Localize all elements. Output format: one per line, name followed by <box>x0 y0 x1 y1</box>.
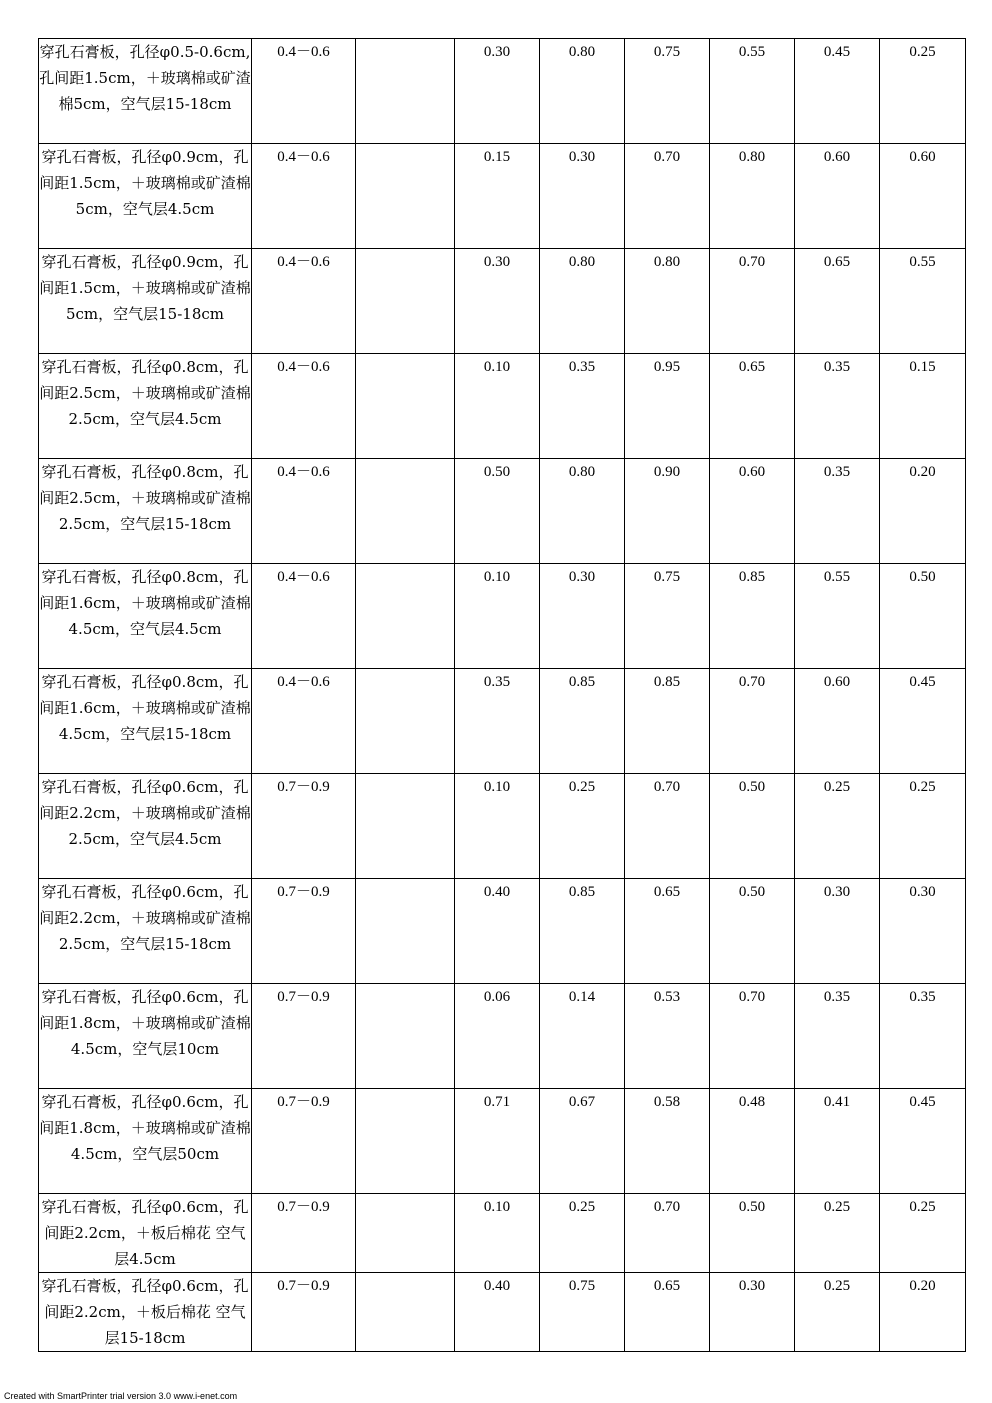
coefficient-cell: 0.58 <box>625 1089 710 1194</box>
coefficient-cell: 0.50 <box>455 459 540 564</box>
coefficient-cell: 0.30 <box>880 879 966 984</box>
coefficient-cell: 0.65 <box>795 249 880 354</box>
coefficient-cell: 0.80 <box>625 249 710 354</box>
thickness-range-cell: 0.4－0.6 <box>252 144 356 249</box>
coefficient-cell: 0.80 <box>540 459 625 564</box>
coefficient-cell: 0.55 <box>710 39 795 144</box>
material-description-cell: 穿孔石膏板，孔径φ0.5-0.6cm,孔间距1.5cm，＋玻璃棉或矿渣棉5cm，空气层15-18cm <box>39 39 252 144</box>
coefficient-cell: 0.60 <box>880 144 966 249</box>
coefficient-cell: 0.40 <box>455 879 540 984</box>
coefficient-cell: 0.25 <box>540 1194 625 1273</box>
table-row <box>39 144 966 249</box>
coefficient-cell: 0.15 <box>455 144 540 249</box>
coefficient-cell: 0.85 <box>710 564 795 669</box>
table-row <box>39 564 966 669</box>
coefficient-cell: 0.50 <box>710 1194 795 1273</box>
coefficient-cell: 0.55 <box>795 564 880 669</box>
coefficient-cell: 0.25 <box>880 1194 966 1273</box>
coefficient-cell: 0.53 <box>625 984 710 1089</box>
material-description-cell: 穿孔石膏板，孔径φ0.6cm，孔间距2.2cm，＋板后棉花 空气层4.5cm <box>39 1194 252 1273</box>
coefficient-cell: 0.30 <box>710 1273 795 1352</box>
coefficient-cell: 0.30 <box>455 39 540 144</box>
thickness-range-cell: 0.7－0.9 <box>252 1089 356 1194</box>
coefficient-cell: 0.60 <box>795 144 880 249</box>
coefficient-cell: 0.85 <box>540 669 625 774</box>
empty-cell <box>356 1194 455 1273</box>
thickness-range-cell: 0.4－0.6 <box>252 39 356 144</box>
coefficient-cell: 0.25 <box>795 774 880 879</box>
coefficient-cell: 0.75 <box>625 564 710 669</box>
coefficient-cell: 0.90 <box>625 459 710 564</box>
coefficient-cell: 0.14 <box>540 984 625 1089</box>
table-row <box>39 249 966 354</box>
coefficient-cell: 0.35 <box>540 354 625 459</box>
coefficient-cell: 0.60 <box>795 669 880 774</box>
coefficient-cell: 0.55 <box>880 249 966 354</box>
material-description-cell: 穿孔石膏板，孔径φ0.9cm，孔间距1.5cm，＋玻璃棉或矿渣棉5cm，空气层15-18cm <box>39 249 252 354</box>
coefficient-cell: 0.65 <box>625 879 710 984</box>
coefficient-cell: 0.41 <box>795 1089 880 1194</box>
table-row <box>39 879 966 984</box>
thickness-range-cell: 0.4－0.6 <box>252 459 356 564</box>
coefficient-cell: 0.85 <box>625 669 710 774</box>
coefficient-cell: 0.35 <box>455 669 540 774</box>
coefficient-cell: 0.65 <box>710 354 795 459</box>
coefficient-cell: 0.50 <box>710 879 795 984</box>
material-description-cell: 穿孔石膏板，孔径φ0.8cm，孔间距1.6cm，＋玻璃棉或矿渣棉4.5cm，空气层4.5cm <box>39 564 252 669</box>
coefficient-cell: 0.71 <box>455 1089 540 1194</box>
coefficient-cell: 0.80 <box>540 39 625 144</box>
coefficient-cell: 0.30 <box>795 879 880 984</box>
empty-cell <box>356 39 455 144</box>
thickness-range-cell: 0.4－0.6 <box>252 669 356 774</box>
absorption-table <box>38 38 966 1352</box>
thickness-range-cell: 0.4－0.6 <box>252 249 356 354</box>
material-description-cell: 穿孔石膏板，孔径φ0.8cm，孔间距1.6cm，＋玻璃棉或矿渣棉4.5cm，空气层15-18cm <box>39 669 252 774</box>
table-row <box>39 774 966 879</box>
empty-cell <box>356 144 455 249</box>
coefficient-cell: 0.25 <box>795 1273 880 1352</box>
thickness-range-cell: 0.4－0.6 <box>252 564 356 669</box>
coefficient-cell: 0.75 <box>540 1273 625 1352</box>
coefficient-cell: 0.70 <box>710 249 795 354</box>
coefficient-cell: 0.67 <box>540 1089 625 1194</box>
material-description-cell: 穿孔石膏板，孔径φ0.9cm，孔间距1.5cm，＋玻璃棉或矿渣棉5cm，空气层4.5cm <box>39 144 252 249</box>
empty-cell <box>356 669 455 774</box>
coefficient-cell: 0.10 <box>455 774 540 879</box>
coefficient-cell: 0.10 <box>455 1194 540 1273</box>
coefficient-cell: 0.70 <box>710 984 795 1089</box>
coefficient-cell: 0.60 <box>710 459 795 564</box>
coefficient-cell: 0.15 <box>880 354 966 459</box>
material-description-cell: 穿孔石膏板，孔径φ0.8cm，孔间距2.5cm，＋玻璃棉或矿渣棉2.5cm，空气层15-18cm <box>39 459 252 564</box>
coefficient-cell: 0.30 <box>540 144 625 249</box>
coefficient-cell: 0.25 <box>880 39 966 144</box>
material-description-cell: 穿孔石膏板，孔径φ0.6cm，孔间距1.8cm，＋玻璃棉或矿渣棉4.5cm，空气层50cm <box>39 1089 252 1194</box>
coefficient-cell: 0.35 <box>880 984 966 1089</box>
empty-cell <box>356 249 455 354</box>
coefficient-cell: 0.70 <box>625 774 710 879</box>
table-row <box>39 39 966 144</box>
empty-cell <box>356 774 455 879</box>
coefficient-cell: 0.75 <box>625 39 710 144</box>
table-row <box>39 669 966 774</box>
table-row <box>39 1089 966 1194</box>
coefficient-cell: 0.45 <box>880 669 966 774</box>
coefficient-cell: 0.50 <box>880 564 966 669</box>
coefficient-cell: 0.40 <box>455 1273 540 1352</box>
footer-watermark: Created with SmartPrinter trial version 3.0 www.i-enet.com <box>4 1391 238 1401</box>
table-row <box>39 984 966 1089</box>
table-row <box>39 354 966 459</box>
coefficient-cell: 0.25 <box>540 774 625 879</box>
coefficient-cell: 0.25 <box>880 774 966 879</box>
coefficient-cell: 0.65 <box>625 1273 710 1352</box>
empty-cell <box>356 1089 455 1194</box>
coefficient-cell: 0.06 <box>455 984 540 1089</box>
table-row <box>39 1273 966 1352</box>
coefficient-cell: 0.70 <box>625 1194 710 1273</box>
coefficient-cell: 0.35 <box>795 984 880 1089</box>
thickness-range-cell: 0.7－0.9 <box>252 879 356 984</box>
coefficient-cell: 0.45 <box>880 1089 966 1194</box>
coefficient-cell: 0.10 <box>455 564 540 669</box>
coefficient-cell: 0.20 <box>880 1273 966 1352</box>
empty-cell <box>356 1273 455 1352</box>
material-description-cell: 穿孔石膏板，孔径φ0.8cm，孔间距2.5cm，＋玻璃棉或矿渣棉2.5cm，空气层4.5cm <box>39 354 252 459</box>
thickness-range-cell: 0.4－0.6 <box>252 354 356 459</box>
coefficient-cell: 0.45 <box>795 39 880 144</box>
material-description-cell: 穿孔石膏板，孔径φ0.6cm，孔间距2.2cm，＋玻璃棉或矿渣棉2.5cm，空气层4.5cm <box>39 774 252 879</box>
empty-cell <box>356 879 455 984</box>
coefficient-cell: 0.80 <box>710 144 795 249</box>
coefficient-cell: 0.25 <box>795 1194 880 1273</box>
empty-cell <box>356 459 455 564</box>
material-description-cell: 穿孔石膏板，孔径φ0.6cm，孔间距2.2cm，＋板后棉花 空气层15-18cm <box>39 1273 252 1352</box>
coefficient-cell: 0.30 <box>455 249 540 354</box>
coefficient-cell: 0.30 <box>540 564 625 669</box>
empty-cell <box>356 354 455 459</box>
coefficient-cell: 0.95 <box>625 354 710 459</box>
coefficient-cell: 0.80 <box>540 249 625 354</box>
empty-cell <box>356 564 455 669</box>
material-description-cell: 穿孔石膏板，孔径φ0.6cm，孔间距1.8cm，＋玻璃棉或矿渣棉4.5cm，空气层10cm <box>39 984 252 1089</box>
coefficient-cell: 0.35 <box>795 459 880 564</box>
coefficient-cell: 0.70 <box>710 669 795 774</box>
empty-cell <box>356 984 455 1089</box>
thickness-range-cell: 0.7－0.9 <box>252 1273 356 1352</box>
coefficient-cell: 0.70 <box>625 144 710 249</box>
coefficient-cell: 0.50 <box>710 774 795 879</box>
coefficient-cell: 0.10 <box>455 354 540 459</box>
material-description-cell: 穿孔石膏板，孔径φ0.6cm，孔间距2.2cm，＋玻璃棉或矿渣棉2.5cm，空气层15-18cm <box>39 879 252 984</box>
coefficient-cell: 0.20 <box>880 459 966 564</box>
coefficient-cell: 0.85 <box>540 879 625 984</box>
table-row <box>39 1194 966 1273</box>
table-row <box>39 459 966 564</box>
thickness-range-cell: 0.7－0.9 <box>252 984 356 1089</box>
coefficient-cell: 0.35 <box>795 354 880 459</box>
thickness-range-cell: 0.7－0.9 <box>252 774 356 879</box>
thickness-range-cell: 0.7－0.9 <box>252 1194 356 1273</box>
coefficient-cell: 0.48 <box>710 1089 795 1194</box>
